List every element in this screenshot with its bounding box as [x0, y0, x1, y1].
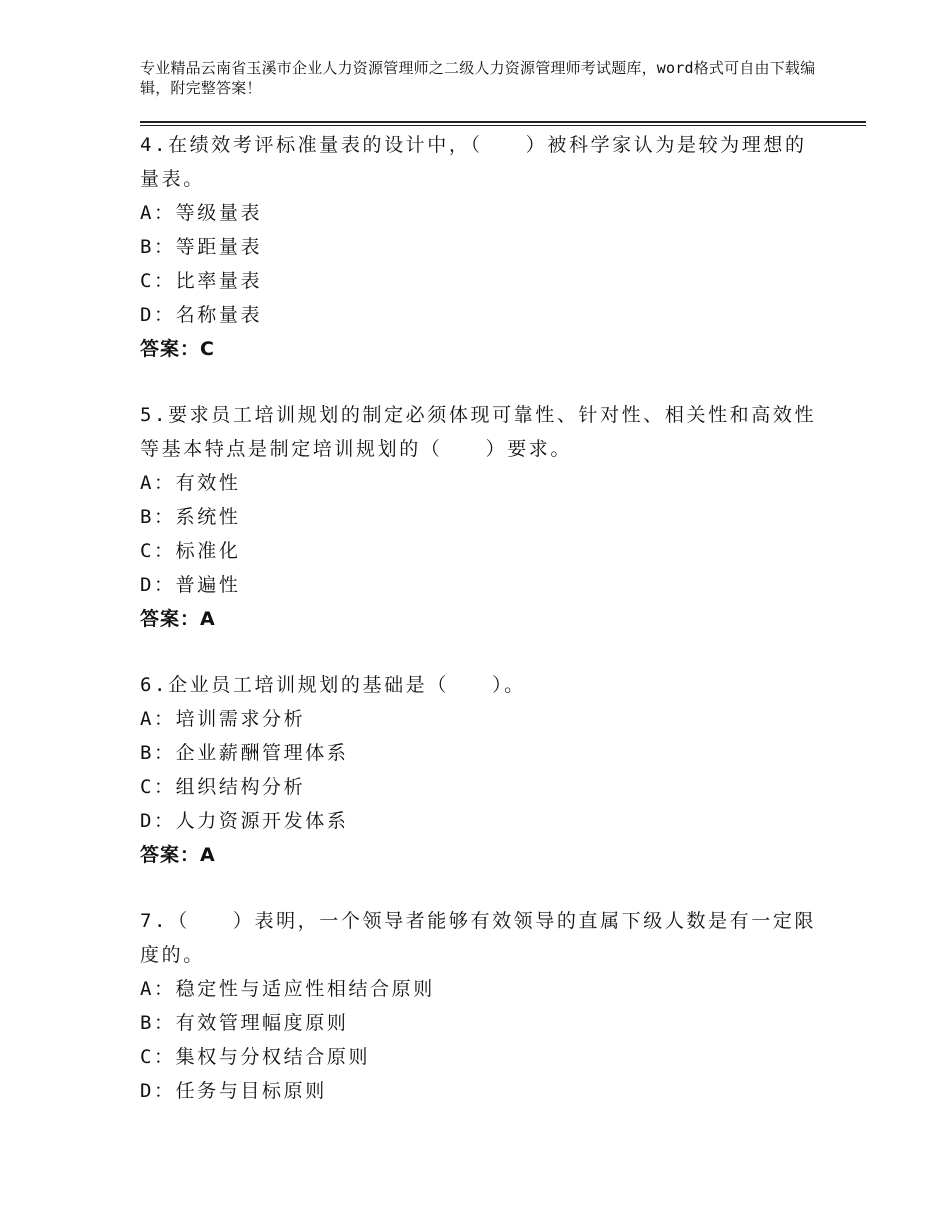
option-d: D：名称量表 [140, 304, 263, 326]
question-7 [140, 904, 820, 1108]
question-stem: 4.在绩效考评标准量表的设计中，（ ）被科学家认为是较为理想的量表。 [140, 134, 807, 190]
question-6 [140, 668, 820, 872]
document-header: 专业精品云南省玉溪市企业人力资源管理师之二级人力资源管理师考试题库，word格式可自由下载编辑，附完整答案！ [140, 59, 816, 97]
answer-line: 答案：A [140, 608, 216, 630]
question-4 [140, 128, 820, 366]
question-5 [140, 398, 820, 636]
header-divider-thin [140, 125, 866, 126]
question-stem: 7.（ ）表明，一个领导者能够有效领导的直属下级人数是有一定限度的。 [140, 910, 817, 966]
question-stem: 6.企业员工培训规划的基础是（ ）。 [140, 674, 526, 696]
answer-line: 答案：C [140, 338, 215, 360]
option-d: D：普遍性 [140, 574, 241, 596]
question-list [140, 128, 820, 1140]
option-c: C：标准化 [140, 540, 241, 562]
option-d: D：人力资源开发体系 [140, 810, 349, 832]
answer-line: 答案：A [140, 844, 216, 866]
option-b: B：企业薪酬管理体系 [140, 742, 349, 764]
question-stem: 5.要求员工培训规划的制定必须体现可靠性、针对性、相关性和高效性等基本特点是制定培训规划的（ ）要求。 [140, 404, 817, 460]
option-a: A：等级量表 [140, 202, 263, 224]
option-b: B：有效管理幅度原则 [140, 1012, 349, 1034]
option-a: A：有效性 [140, 472, 241, 494]
option-c: C：集权与分权结合原则 [140, 1046, 371, 1068]
option-c: C：组织结构分析 [140, 776, 306, 798]
option-d: D：任务与目标原则 [140, 1080, 327, 1102]
option-a: A：稳定性与适应性相结合原则 [140, 978, 435, 1000]
option-c: C：比率量表 [140, 270, 263, 292]
option-b: B：等距量表 [140, 236, 263, 258]
option-b: B：系统性 [140, 506, 241, 528]
option-a: A：培训需求分析 [140, 708, 306, 730]
header-divider-thick [140, 121, 866, 123]
